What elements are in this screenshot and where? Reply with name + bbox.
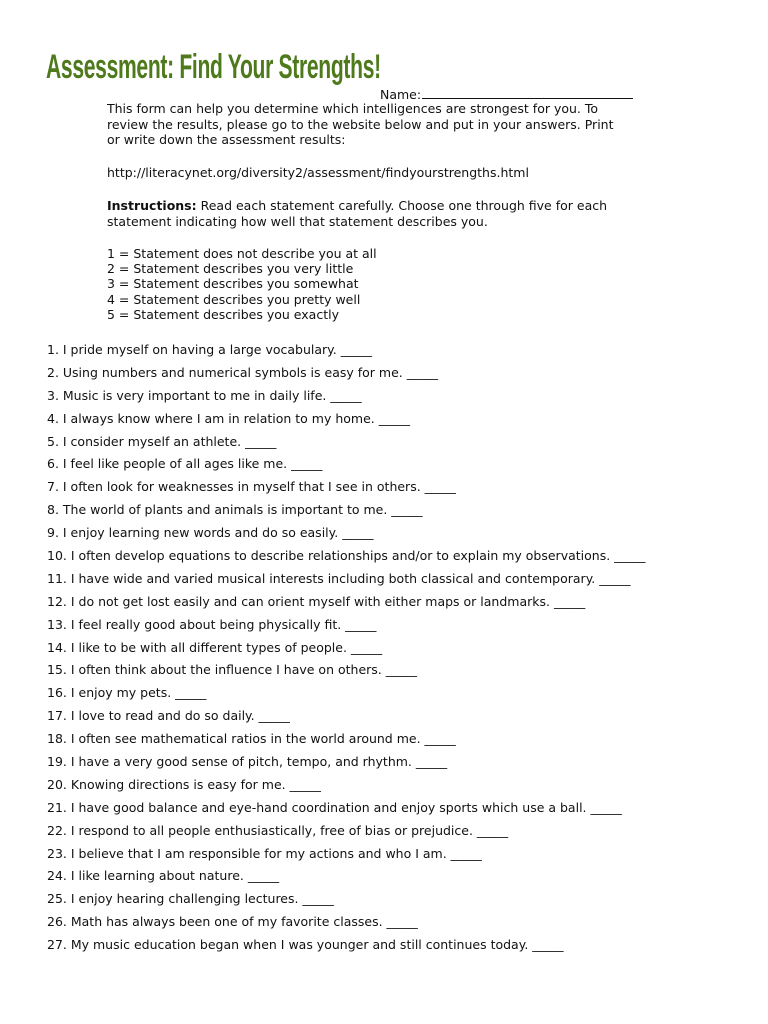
- question-item: 5. I consider myself an athlete. _____: [47, 433, 277, 449]
- instructions-text: Read each statement carefully. Choose one through five for each statement indicating how well that statement describes you.: [107, 198, 608, 229]
- question-item: 26. Math has always been one of my favorite classes. _____: [47, 914, 418, 930]
- scale-item: 5 = Statement describes you exactly: [107, 306, 339, 322]
- question-item: 25. I enjoy hearing challenging lectures. _____: [47, 891, 334, 907]
- question-item: 27. My music education began when I was younger and still continues today. _____: [47, 937, 564, 953]
- assessment-url: http://literacynet.org/diversity2/assessment/findyourstrengths.html: [107, 165, 529, 180]
- scale-item: 4 = Statement describes you pretty well: [107, 291, 361, 307]
- intro-paragraph: [107, 101, 627, 148]
- question-item: 14. I like to be with all different types of people. _____: [47, 639, 383, 655]
- intro-text: This form can help you determine which intelligences are strongest for you. To review the results, please go to the website below and put in your answers. Print or write down the assessment results:: [107, 101, 614, 147]
- scale-item: 3 = Statement describes you somewhat: [107, 276, 359, 292]
- question-item: 13. I feel really good about being physically fit. _____: [47, 616, 377, 632]
- question-item: 12. I do not get lost easily and can orient myself with either maps or landmarks. _____: [47, 593, 586, 609]
- name-field: [380, 86, 633, 102]
- instructions-paragraph: [107, 198, 627, 229]
- question-item: 3. Music is very important to me in daily life. _____: [47, 387, 362, 403]
- name-label: Name:: [380, 87, 422, 102]
- question-item: 2. Using numbers and numerical symbols is easy for me. _____: [47, 364, 438, 380]
- question-item: 19. I have a very good sense of pitch, tempo, and rhythm. _____: [47, 754, 448, 770]
- rating-scale: [107, 246, 377, 322]
- question-item: 16. I enjoy my pets. _____: [47, 685, 207, 701]
- question-item: 15. I often think about the influence I have on others. _____: [47, 662, 417, 678]
- question-item: 21. I have good balance and eye-hand coordination and enjoy sports which use a ball. _____: [47, 799, 622, 815]
- instructions-label: Instructions:: [107, 198, 197, 213]
- question-item: 8. The world of plants and animals is important to me. _____: [47, 502, 423, 518]
- question-item: 23. I believe that I am responsible for my actions and who I am. _____: [47, 845, 482, 861]
- name-blank-line[interactable]: [422, 86, 633, 99]
- question-item: 1. I pride myself on having a large vocabulary. _____: [47, 342, 372, 357]
- question-item: 10. I often develop equations to describe relationships and/or to explain my observations. _____: [47, 548, 646, 564]
- question-item: 20. Knowing directions is easy for me. _____: [47, 776, 321, 792]
- question-item: 6. I feel like people of all ages like me. _____: [47, 456, 323, 472]
- question-item: 7. I often look for weaknesses in myself that I see in others. _____: [47, 479, 456, 495]
- question-item: 9. I enjoy learning new words and do so easily. _____: [47, 525, 374, 541]
- question-item: 24. I like learning about nature. _____: [47, 868, 280, 884]
- question-list: [47, 342, 645, 960]
- question-item: 18. I often see mathematical ratios in the world around me. _____: [47, 731, 456, 747]
- scale-item: 2 = Statement describes you very little: [107, 261, 354, 277]
- question-item: 4. I always know where I am in relation to my home. _____: [47, 410, 410, 426]
- question-item: 11. I have wide and varied musical interests including both classical and contemporary. _____: [47, 570, 631, 586]
- page-title: Assessment: Find Your Strengths!: [46, 48, 381, 86]
- question-item: 17. I love to read and do so daily. _____: [47, 708, 290, 724]
- question-item: 22. I respond to all people enthusiastically, free of bias or prejudice. _____: [47, 822, 509, 838]
- scale-item: 1 = Statement does not describe you at all: [107, 246, 377, 261]
